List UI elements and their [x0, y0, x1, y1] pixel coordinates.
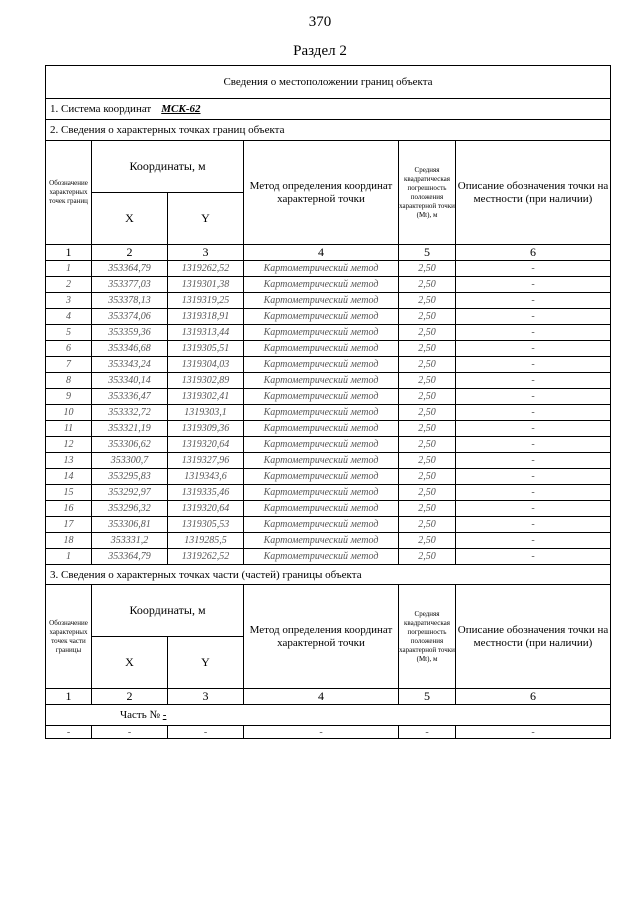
description: -	[456, 373, 611, 389]
table-row	[46, 549, 611, 565]
column-number: 4	[244, 689, 399, 705]
description: -	[456, 549, 611, 565]
section-title: Раздел 2	[293, 43, 347, 59]
description: -	[456, 405, 611, 421]
coord-x: 353321,19	[92, 421, 168, 437]
error-value: 2,50	[399, 517, 456, 533]
coord-system-value: МСК-62	[161, 103, 201, 115]
point-number: 13	[46, 453, 92, 469]
section3-heading: 3. Сведения о характерных точках части (частей) границы объекта	[46, 565, 611, 585]
method: Картометрический метод	[244, 341, 399, 357]
header-coordinates: Координаты, м	[92, 141, 244, 193]
table-row	[46, 325, 611, 341]
point-number: 1	[46, 261, 92, 277]
header-y: Y	[168, 637, 244, 689]
error-value: 2,50	[399, 309, 456, 325]
method: Картометрический метод	[244, 325, 399, 341]
column-number: 1	[46, 245, 92, 261]
description: -	[456, 501, 611, 517]
description: -	[456, 309, 611, 325]
description: -	[456, 389, 611, 405]
error-value: 2,50	[399, 405, 456, 421]
column-number: 3	[168, 689, 244, 705]
column-number: 1	[46, 689, 92, 705]
point-number: 3	[46, 293, 92, 309]
description: -	[456, 261, 611, 277]
table-row	[46, 277, 611, 293]
description: -	[456, 293, 611, 309]
description: -	[456, 437, 611, 453]
coord-y: 1319303,1	[168, 405, 244, 421]
coord-y: 1319320,64	[168, 437, 244, 453]
table-row	[46, 517, 611, 533]
coord-x: 353295,83	[92, 469, 168, 485]
page-number: 370	[308, 14, 332, 30]
error-value: 2,50	[399, 485, 456, 501]
coord-x: 353306,81	[92, 517, 168, 533]
column-number: 2	[92, 245, 168, 261]
method: Картометрический метод	[244, 373, 399, 389]
coord-x: 353340,14	[92, 373, 168, 389]
coord-y: 1319327,96	[168, 453, 244, 469]
method: Картометрический метод	[244, 437, 399, 453]
table-row	[46, 469, 611, 485]
description: -	[456, 341, 611, 357]
error-value: 2,50	[399, 261, 456, 277]
coord-y: 1319313,44	[168, 325, 244, 341]
table-row	[46, 501, 611, 517]
point-number: 16	[46, 501, 92, 517]
error-value: 2,50	[399, 501, 456, 517]
point-number: 17	[46, 517, 92, 533]
coord-x: 353359,36	[92, 325, 168, 341]
coord-x: 353331,2	[92, 533, 168, 549]
method: Картометрический метод	[244, 309, 399, 325]
coord-y: 1319309,36	[168, 421, 244, 437]
description: -	[456, 517, 611, 533]
error-value: 2,50	[399, 453, 456, 469]
coord-y: 1319262,52	[168, 261, 244, 277]
coord-y: -	[168, 726, 244, 739]
table-row	[46, 261, 611, 277]
coord-x: 353336,47	[92, 389, 168, 405]
point-number: 9	[46, 389, 92, 405]
method: Картометрический метод	[244, 293, 399, 309]
method: Картометрический метод	[244, 485, 399, 501]
error-value: 2,50	[399, 533, 456, 549]
error-value: 2,50	[399, 277, 456, 293]
error-value: 2,50	[399, 325, 456, 341]
column-number: 5	[399, 245, 456, 261]
error-value: 2,50	[399, 373, 456, 389]
coord-system-label: 1. Система координат	[50, 103, 152, 115]
error-value: 2,50	[399, 293, 456, 309]
point-number: 14	[46, 469, 92, 485]
point-number: 10	[46, 405, 92, 421]
error-value: -	[399, 726, 456, 739]
column-number: 5	[399, 689, 456, 705]
table-row	[46, 389, 611, 405]
header-point-designation-part: Обозначение характерных точек части границы	[46, 585, 92, 689]
boundary-table	[45, 65, 611, 739]
error-value: 2,50	[399, 389, 456, 405]
table-row	[46, 453, 611, 469]
description: -	[456, 277, 611, 293]
description: -	[456, 357, 611, 373]
point-number: 12	[46, 437, 92, 453]
coord-x: 353306,62	[92, 437, 168, 453]
method: Картометрический метод	[244, 453, 399, 469]
method: Картометрический метод	[244, 277, 399, 293]
method: Картометрический метод	[244, 533, 399, 549]
header-coordinates: Координаты, м	[92, 585, 244, 637]
error-value: 2,50	[399, 421, 456, 437]
coord-y: 1319320,64	[168, 501, 244, 517]
table-row	[46, 373, 611, 389]
coord-x: 353374,06	[92, 309, 168, 325]
point-number: -	[46, 726, 92, 739]
table-title: Сведения о местоположении границ объекта	[46, 66, 611, 99]
column-numbers-row	[46, 245, 611, 261]
coord-x: 353378,13	[92, 293, 168, 309]
coord-y: 1319302,41	[168, 389, 244, 405]
column-number: 4	[244, 245, 399, 261]
part-value: -	[162, 709, 167, 721]
header-description: Описание обозначения точки на местности (при наличии)	[456, 141, 611, 245]
coord-x: 353332,72	[92, 405, 168, 421]
column-number: 6	[456, 689, 611, 705]
column-number: 3	[168, 245, 244, 261]
table-row	[46, 341, 611, 357]
method: Картометрический метод	[244, 469, 399, 485]
column-number: 2	[92, 689, 168, 705]
part-row	[46, 705, 611, 726]
method: Картометрический метод	[244, 517, 399, 533]
coord-x: 353364,79	[92, 549, 168, 565]
header-error: Средняя квадратическая погрешность положения характерной точки (Mt), м	[399, 585, 456, 689]
part-label: Часть №	[120, 709, 160, 721]
table-row	[46, 485, 611, 501]
description: -	[456, 325, 611, 341]
point-number: 8	[46, 373, 92, 389]
coord-y: 1319304,03	[168, 357, 244, 373]
header-x: X	[92, 637, 168, 689]
section2-heading: 2. Сведения о характерных точках границ объекта	[46, 120, 611, 141]
header-point-designation: Обозначение характерных точек границ	[46, 141, 92, 245]
method: -	[244, 726, 399, 739]
description: -	[456, 421, 611, 437]
description: -	[456, 726, 611, 739]
coord-y: 1319302,89	[168, 373, 244, 389]
header-y: Y	[168, 193, 244, 245]
header-x: X	[92, 193, 168, 245]
coord-x: 353300,7	[92, 453, 168, 469]
coord-x: 353292,97	[92, 485, 168, 501]
part-data-row	[46, 726, 611, 739]
point-number: 7	[46, 357, 92, 373]
method: Картометрический метод	[244, 501, 399, 517]
method: Картометрический метод	[244, 405, 399, 421]
error-value: 2,50	[399, 357, 456, 373]
point-number: 4	[46, 309, 92, 325]
coord-x: 353377,03	[92, 277, 168, 293]
coord-y: 1319262,52	[168, 549, 244, 565]
header-description: Описание обозначения точки на местности (при наличии)	[456, 585, 611, 689]
description: -	[456, 533, 611, 549]
table-row	[46, 437, 611, 453]
coord-y: 1319285,5	[168, 533, 244, 549]
error-value: 2,50	[399, 469, 456, 485]
table-row	[46, 357, 611, 373]
point-number: 15	[46, 485, 92, 501]
coord-y: 1319319,25	[168, 293, 244, 309]
description: -	[456, 469, 611, 485]
coord-y: 1319305,53	[168, 517, 244, 533]
coord-x: 353364,79	[92, 261, 168, 277]
coord-x: 353296,32	[92, 501, 168, 517]
method: Картометрический метод	[244, 549, 399, 565]
method: Картометрический метод	[244, 421, 399, 437]
table-row	[46, 421, 611, 437]
point-number: 11	[46, 421, 92, 437]
point-number: 2	[46, 277, 92, 293]
point-number: 5	[46, 325, 92, 341]
description: -	[456, 485, 611, 501]
coord-x: 353346,68	[92, 341, 168, 357]
method: Картометрический метод	[244, 357, 399, 373]
column-numbers-row	[46, 689, 611, 705]
coord-y: 1319318,91	[168, 309, 244, 325]
table-row	[46, 533, 611, 549]
point-number: 6	[46, 341, 92, 357]
coord-x: 353343,24	[92, 357, 168, 373]
table-row	[46, 405, 611, 421]
description: -	[456, 453, 611, 469]
table-row	[46, 293, 611, 309]
point-number: 18	[46, 533, 92, 549]
header-method: Метод определения координат характерной точки	[244, 141, 399, 245]
point-number: 1	[46, 549, 92, 565]
error-value: 2,50	[399, 437, 456, 453]
error-value: 2,50	[399, 341, 456, 357]
coord-system-row	[46, 99, 611, 120]
coord-y: 1319301,38	[168, 277, 244, 293]
coord-y: 1319335,46	[168, 485, 244, 501]
error-value: 2,50	[399, 549, 456, 565]
method: Картометрический метод	[244, 261, 399, 277]
coord-x: -	[92, 726, 168, 739]
column-number: 6	[456, 245, 611, 261]
table-row	[46, 309, 611, 325]
header-error: Средняя квадратическая погрешность положения характерной точки (Mt), м	[399, 141, 456, 245]
method: Картометрический метод	[244, 389, 399, 405]
coord-y: 1319343,6	[168, 469, 244, 485]
header-method: Метод определения координат характерной точки	[244, 585, 399, 689]
coord-y: 1319305,51	[168, 341, 244, 357]
